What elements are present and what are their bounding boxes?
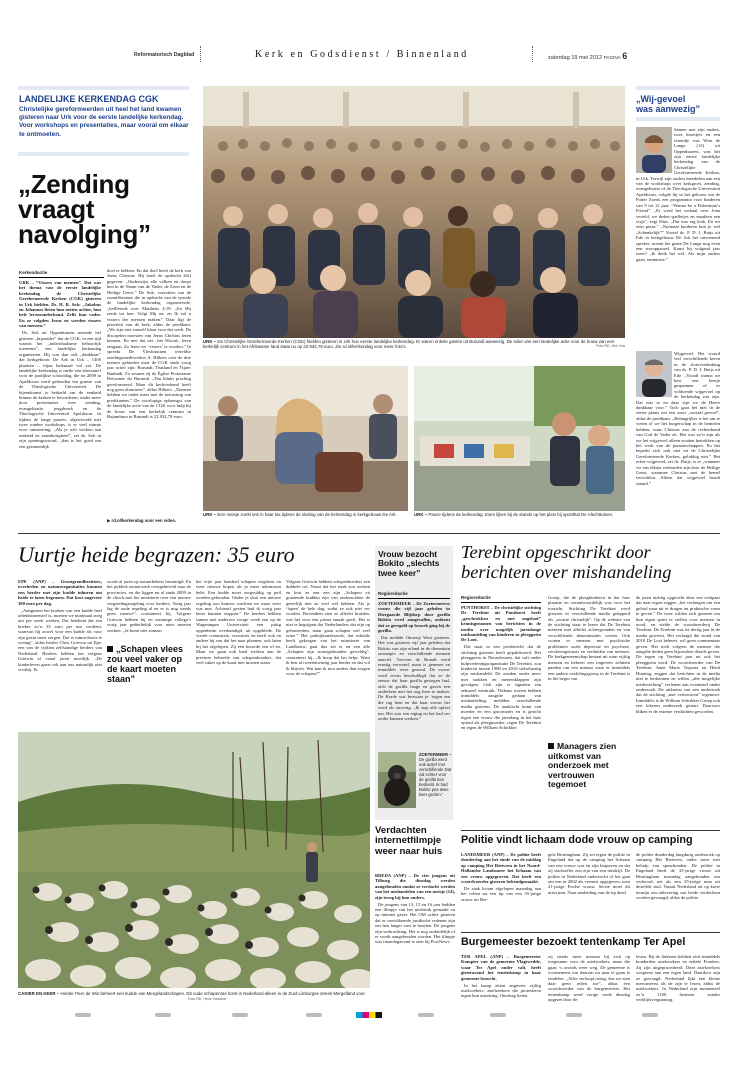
sheep-flock-photo — [18, 732, 370, 988]
terebint-pull-quote — [548, 742, 628, 790]
sidebar-text-1-body: Samen met zijn ouders, twee broertjes en een vriendje was Wim de Lange (12) uit Oppenhuizen, was het zijn eerste landelijke kerkendag van de Christelijke Gereformeerde Kerken, in Urk. Terwijl zijn ouders meededen aan een van de workshops over kerkgroei, zending, evangelisatie of de Theologische Universiteit Apeldoorn, volgde hij in het gebouw om de Potter Zoeds een programma voor kinderen van 9 tot 12 jaar: “Wanna be a Fisherman’s Friend”. „Er werd het verhaal over Jona verteld, we deden spelletjes en maakten een visje”, zegt Wim. „Dat was erg leuk. En we eten pizza.” „Normaal kinderen kun je wel „Schenkelijk”” Vooraf ds. P. D. J. Buijs uit Ede in kerkgebouw De Ark het uitvoerend spreker, noemt het gezin De Lange nog even een strooppauzel. Komt hij volgend jaar weer? „Ik denk het wel. Als mijn ouders gaan, tenminste.” — [636, 127, 720, 262]
gorilla-photo — [378, 752, 416, 808]
footer-mark-4 — [306, 1013, 322, 1017]
main-photo — [203, 86, 625, 338]
terebint-lead: PUNTHORST – De christelijke stichting De Terebint uit Punthorst heeft „geschrokken en met ongeloof” kennisgenomen van berichten in de media over mogelijk jarenlange mishandeling van kinderen in pleeggezin De Loot. — [461, 605, 541, 643]
video-link-text[interactable]: rd.nl/kerkendag voor een video. — [111, 518, 177, 523]
sheep-photo-caption-lead: CADIER EN KEER – — [18, 991, 60, 996]
terebint-body-2: Groep, die de pleegkinderen in het huis plaatste en verantwoordelijk was voor het toezicht. Stichting De Terebint werd gisteren in verschillende media getipperd als „zwarte christelijk”. Op de website van de stichting staat te lezen dat De Terebint mensen met allerlei achtergronden en van verschillende denominaties wenen. Ook wonen er mensen met psychische problemen zoals depressie en psychose, verslavingsfrusts en verduiden van mensen. De kerkgemeenschap bestaat nit ruim vijftig mensen en beheert een ongeveer achttien panden om een minuut waar er inmiddels een andere verdelingsgroep in de Terebint is in het begin van — [548, 595, 630, 682]
lead-box-title: LANDELIJKE KERKENDAG CGK — [19, 94, 159, 104]
gorilla-body-text: Dat meldde Omroep West gisteren. Het was gisteren vijf jaar geleden dat Bokito van zijn eiland in de dierentuin ontsnapte en verschillende mensen aanviel. Toevoer de Brandt werd ernstig verwond, maar is genezen en inmiddels weer gezond. De vrouw werd ervan beschuldigd dat ze de zeeuw dat haar gorilla gestegen had, zich de gorilla lange en gaven een onderkent met het oog hem te maken. De Korde wat bezwaar je ‘tegen om die rug hem en dat haar vrouw het werd als onwerig. „Ik stap alle opfzet ten. Het was een eiging en het had ver onder kunnen werken.” — [378, 634, 450, 722]
sidebar-text-1 — [636, 127, 720, 347]
footer-mark-5 — [418, 1013, 434, 1017]
section-divider — [18, 533, 720, 534]
small-photo-2-caption — [414, 512, 625, 517]
sheep-photo-caption-text: Herder Peer de Win beheert een kudde van Mergelandschapen. Dit oude schapenras komt in Nederland alleen in de Zuid-Limburgse streek Mergelland voor. — [60, 991, 366, 996]
main-headline-line-1: „Zending — [18, 169, 130, 199]
footer-mark-7 — [566, 1013, 582, 1017]
footer-marks — [0, 1010, 738, 1022]
gorilla-photo-caption-text: De gorilla werd ook actief met verschillende Dat zal echter voor de gorilla kan bedoeld. Ik had Bokito pas twee keer gezien.” — [419, 757, 452, 797]
terebint-pull-quote-square-icon — [548, 743, 554, 749]
terebint-column-2 — [548, 595, 630, 737]
main-story-lead: URK – “Vissers van mensen”. Dat was het thema van de eerste landelijke kerkendag de Christelijke Gereformeerde Kerken (CGK) gisteren in Urk hielden. Ds. H. R. Sok: „Jakobus en Johannes lieten hun netten achter, hun hele levensonderhoud. Zelfs hun vader. En ze volgden Jezus en werden vissers van mensen.” — [19, 280, 101, 329]
page-number: 6 — [622, 51, 628, 61]
girl-photo — [203, 366, 408, 511]
internet-body — [375, 873, 455, 997]
main-headline-line-2: vraagt — [18, 194, 95, 224]
main-story-column-2 — [107, 268, 191, 518]
internet-headline: Verdachten internetfilmpje weer naar huis — [375, 825, 443, 857]
lead-box-intro: Christelijke gereformeerden uit heel het land kwamen gisteren naar Urk voor de eerste landelijke kerkendag. Voor workshops en presentaties, maar vooral om elkaar te ontmoeten. — [19, 106, 189, 138]
sheep-photo-caption — [18, 991, 370, 1003]
burgemeester-column-2 — [548, 954, 630, 1002]
police-column-2 — [548, 852, 630, 930]
sidebar-title-band — [636, 117, 720, 121]
sidebar-portrait-1-float — [636, 127, 674, 174]
burgemeester-lead: TER APEL (ANP) – Burgemeester Kompier van de gemeente Vlagtwedde, waar Ter Apel onder valt, heeft gisteravond het tentenkamp in haar gemeente bezocht. — [461, 954, 541, 981]
congregation-photo — [203, 86, 625, 338]
sidebar-top-band — [636, 86, 720, 90]
small-photo-2 — [414, 366, 625, 511]
police-lead: LANDSMEER (ANP) – De politie heeft donderdag aan het einde van de middag op camping Het Rietveen in het Noord-Hollandse Landsmeer het lichaam van een vrouw opgegraven. Dat heeft een woordvoerder gisteren bekendgemaakt. — [461, 852, 541, 885]
small-photo-1-caption-text: Een meisje zoekt iets in haar tas tijdens de sluiting van de kerkendag in kerkgebouw De Ark. — [217, 512, 397, 517]
police-body-3: de politie donderdag langdurig onderzoek op camping Het Rietveen, onder meer met behulp van speurhonden. De politie in Engeland heeft de 35-jarige vrouw uit Birmingham maandag aangehouden om verhoord, net als een 35-jarige man uit dezelfde stad. Vanuit Nederland uit op korte termijn om uitlevering van beide verdachten worden gevraagd, aldus de politie. — [636, 852, 720, 901]
main-story-body-2: doel te hebben. En dat doel heeft de kerk van Jezus Christus. Hij heeft de opdracht Zelf gegeven: „Onderwijst alle volken en doopt hen in de Naam van de Vader, de Zoon en de Heilige Geest.” De Sok, voorzitter van de comitébestuur die in opdracht van de synode de landelijke kerkendag organiseerde, „lieflleerde over Mattheüs 4:19: „En Hij zeide tot hen: Volgt Mij na, en Ik zal u vissers der mensen maken.” Daar ligt de prioriteit van de kerk, aldus de predikant. „We zijn niet vanzelf klaar voor dat werk. De discipelen moesten van Jezus Christus leren kennen. En met dat net –het Woord– leren omgaan. Zo leren we ‘vissers’ te worden.” In spreekt De Vlechttuinen wereldse zendingsmedewerker A. Hilbers over de drie nieuwe gebieden waar de CGK sinds vorig jaar actief zijn: Burundi, Thailand en Tsjaec Banbadi. Zo zeuuen zij de Église Protestante Reformée du Burundi. „Dat klinkt prachtig gereformeerd. Maar dit kerkverband heeft nog geen dominees”, aldus Hilbers. „Daarom hebben we onder meer met de toerusting van predikanten.” De voorlopige opbrengst van de landelijke actie van de CGK voor hulp bij de bouw van een kerkelijk centrum in Bujumbura in Burundi is 22.932,78 euro. — [107, 268, 191, 419]
sheep-photo-credit: Foto RD, Henk Visscher — [188, 997, 227, 1002]
gorilla-kicker: Regioredactie — [378, 591, 408, 596]
terebint-headline: Terebint opgeschrikt door berichten over mishandeling — [461, 542, 672, 582]
gorilla-lead: ZOETERMEER – De Zoetermeerse vrouw die vijf jaar geleden in Diergaarde Blijdorp door gorilla Bokito werd aangevallen, ontkent dat ze geregeld op bezoek ging bij de gorilla. — [378, 601, 450, 634]
police-headline: Politie vindt lichaam dode vrouw op camping — [461, 834, 693, 846]
sheep-column-1 — [18, 579, 102, 729]
main-story-kicker-rule — [19, 277, 104, 278]
internet-lead: BREDA (ANP) – De vier jongens uit Tilburg die dinsdag werden aangehouden omdat ze verdacht werden van het mishandelen van een meisje (14), zijn terug bij hun ouders. — [375, 873, 455, 900]
gorilla-photo-caption-lead: ZOETERMEER – — [419, 752, 452, 757]
main-story-column-1 — [19, 280, 101, 518]
gorilla-kicker-rule — [378, 598, 450, 599]
footer-mark-3 — [232, 1013, 248, 1017]
terebint-body-1: Dat staat in een persbericht dat de stichting gisteren heeft gepubliceerd. Het pleeggezin in Nieuwleusen, dat valt onder hulpverleningsorganisatie De Terebint, zou kinderen tussen 1980 en 2010 stelselmatig zijn mishandeld. De zonden onder meer met stokken en meteenklappen zijn gevolgen. Ook zijn er signalen van seksueel misbruik. Thibans wonen hebben inmiddels aangifte gedaan van mishandeling, meldden verschillende media gisteren. De aanklacht komt van moeder en een grootvader en is gericht tegen een vrouw die jarenlang in het huis optrad als pleegmoeder, tegen De Terebint en tegen de William Schrikker — [461, 644, 541, 731]
sheep-pull-quote — [107, 644, 193, 684]
small-photo-1-caption — [203, 512, 408, 517]
police-body-2: gele Birmingham. Zij zei tegen de politie in Engeland dat op de camping het lichaam van een vrouw was en zijn begraven en dat zij slachtoffer zou zijn van een misdrijf. De politie in Nederland onderzocht of het gaat om een in 2002 als vermist opgegeven, toen 21-jarige Poolse vrouw. Sectie moet dit uitwijzen. Naar aanleiding van de tip deed — [548, 852, 630, 895]
main-headline — [18, 169, 193, 249]
video-arrow-icon: ▶ — [107, 518, 111, 523]
terebint-kicker-rule — [461, 602, 541, 603]
burgemeester-column-3 — [636, 954, 720, 1002]
main-headline-line-3: navolging” — [18, 219, 151, 249]
small-photo-2-caption-lead: URK – — [414, 512, 428, 517]
sidebar-text-2-body: Wijgevoel. Het woord viel verschillende keren in de slotoverdenking van ds. P. D. J. Buijs uit Ede. „Voorál wanna we best een beetje gespannen of er voldoende wijgevoel op de kerkendag zou zijn. Dat was er en daar zijn we de Heere dankbaar voor.” Toch gaat het niet in de eerste plaats om een soort „sociaal gevoel”, aldus de predikant. „Belangrijker is het om te weten of we het burgerschap in de hemelen hebben, waar Christus aan de rechterhand van God de Vader zit. Het was zo’n zijn als we het wijgevoel alleen zouden betrokken op het werk van de putaartschappen. En het beperkt zich ook niet tot de Christelijke Gereformeerde Kerken, gelukkig niet.” Het echte wijgevoel, zei ds. Buijs, is er „wanneer we ons elkaar verbonden zijn door de Heilige Geest, waarmee Christus met de hemel verschilen. Alleen dat wijgevoel houdt staand.” — [636, 351, 720, 486]
terebint-body-3: de jaren tachtig opgericht door een echtpaar dat naar eigen zeggen „het verlangen om een geloof naar uit te dragen en praktische vorm te geven.” De twee wilden zich gemeen om hun eigen spirit te stellen voor mensen in nood, en stelde de woonboerderij De Terebint. De Terebint was tot dertig jaar in de media geweest. Het verlaagd die stond van 2010 De Loot beheert, wil geen commentaar geven. Het toelt volgens de mensen die aangifte deden geen bijzondere details geven. De tegen op Terebint jaar nu ook het pleeggezin werd. De woordvoerder van De Terebint, Anne Marie Terpstra en Heidi Hunting, zeggen dat berichten in de media niet te herkennen en willen „alle mogelijke medewerking” verlenen aan eventueel onder onderzoek. De uitkomst van een onderzoek dat de stichting „met vertrouwen” tegemoet. Inmiddels is de William Schrikker Groep ook een lokeren onderzoek gestart. Daarvoor bliken er de externe verdachten geworden. — [636, 595, 720, 714]
main-photo-caption — [203, 339, 625, 350]
burgemeester-body-1: In het kamp zitten ongeveer vijftig asielzoekers: asielzoekers die protesteren tegen hun uitzetting. Onrokag lieten — [461, 982, 541, 999]
sidebar-title — [636, 94, 724, 114]
police-column-1 — [461, 852, 541, 930]
sheep-column-4 — [286, 579, 370, 729]
pull-quote-square-icon — [107, 646, 113, 652]
sheep-photo — [18, 732, 370, 988]
burgemeester-column-1 — [461, 954, 541, 1002]
lead-box-bottom-band — [18, 152, 189, 156]
masthead-date — [548, 51, 627, 61]
footer-mark-2 — [155, 1013, 171, 1017]
sheep-body-4: Volgens Griewin hebben schapenhoeders een dubbele rol. Naast dat het sterk zou zoeken en kuri ze een een zijn „Schapen zit graziende kudden zijn van onderzoeken de geeerlijk niet zo veel wel hebben. Als je ‘lopen’ de hele dag, zodat ze ook niet ver worden. Bovendien zien ze allerlei kruiden, wat het voor een prima smaak geeft. Het is niet te begrijpen dat Nederlanders dat zijn op gebaseerden, maar gaan schapen wel veel ertoe.” Het praktijkonderzoek, dat eshulde heeft gekregen van het ministerie van Landbouw, gaat dus zet er en een alle „Schapen zijn strategiekunden geweldig”, constateert hij. „Ik hoop dat het helpt. Want ik ben al tweeëntwintig jaar herder en dat wil ik blijven. Wat kan ik nou anders dan zorgen voor de schapen?” — [286, 579, 370, 676]
main-photo-credit: Foto RD, Dirk Vos — [596, 344, 625, 349]
page-label: PAGINA — [603, 55, 621, 60]
sidebar-text-2 — [636, 351, 720, 527]
small-photo-1 — [203, 366, 408, 511]
stands-photo — [414, 366, 625, 511]
sheep-pull-quote-text: „Schapen vlees zou veel vaker op de kaart moeten staan” — [107, 644, 184, 684]
sheep-body-1: „Aangezien het boeken van een kudde heel arbeidsintensief is, moeten we minimaal zoeg uur per week werken. Dat betekent dat een boeker zo’n 35 euro per uur verdient, waarvan hij zowel voor een kudde als voor zijn gezin moet zorgen. Dat is ruimschoots te weinig”, aldus herder Chris Griewin uit Epe, een van de vijftien zelfstandige herders van Nederland. Herders hebben het volgens Griewin al vanaf jaren moeilijk. „De kinderleven gaan ook aan ons natuurlijk niet voorbij. Er — [18, 607, 102, 672]
main-story-kicker: Kerkendactie — [19, 270, 48, 275]
police-column-3 — [636, 852, 720, 930]
terebint-kicker: Regioredactie — [461, 595, 491, 600]
sidebar-title-line-1: „Wij-gevoel — [636, 94, 686, 104]
sheep-body-2: wordt al jaren op natuurbeheer bezuinigd. En het publiek natuurwerk overgeheveld naar de provincies, en die liggen nu al sinds 2009 in de clinch met het ministerie over een nieuwe vergoedingsregeling voor herders. Vorig jaar lag de oude regeling al en er is nog steeds geen nieuwe”, constateert hij. Volgens Griewin hebben hij en sommige collega’s vorig jaar gedeeltelijk voor niets moeten werken. „Je komt niet zomaar — [107, 579, 191, 633]
gorilla-icon — [378, 752, 416, 808]
burgemeester-body-3: leuen. Bij de linkeren hebben zich inmiddels honderden asielzoekers en enkele Franfers. Zij zijn uitgeprocedeerd. Deze asielzoekers weigeren aan een eigen land. Daardoor zijn ze gevraagd. Nederland lijkt een kleine mercaneerst als de zijn te lezen, aldus de asielzoekers. In Nederland zijn momenteel zo’n 1100 fasiezen zonder verblijfsvergunning. — [636, 954, 720, 1002]
sidebar-title-line-2: was aanwezig” — [636, 104, 701, 114]
sheep-lead: EPE (ANP) – Grootgrondbezitters, overheden en natuurorganisaties kunnen een herder met zijn kudde inhuren om heide te laten begrazen. Dat kost ongeveer 300 euro per dag. — [18, 579, 102, 606]
terebint-pull-quote-text: Managers zien uitkomst van onderzoek met vertrouwen tegemoet — [548, 741, 617, 790]
internet-body-text: De jongens van 13, 15 en 16 jaar hadden een filmpje van het misbruik gemaakt en op internet gezet. Het OM achtte gisteren dat er onvoldoende juridische redenen zijn om hen langer vast te houden. De jongens zijn verkrachting. Het is nog onduidelijk of er wordt aangehouden worden. Het filmpje was tinandagavond te zien bij PowNews. — [375, 901, 455, 945]
main-photo-caption-text: De Christelijke Gereformeerde Kerken (CGK) hielden gisteren in Urk hun eerste landelijke kerkendag. Er waren enkele gasten uit Burundi aanwezig. De toiler van een landelijke actie voor de bouw van een kerkelijk centrum in het Afrikaanse land staat nu op 22.932,78 euro. Zie rd.nl/kerkendag voor meer foto's. — [203, 339, 615, 350]
gorilla-body — [378, 601, 450, 749]
footer-color-bar — [356, 1012, 382, 1018]
burgemeester-headline: Burgemeester bezoekt tentenkamp Ter Apel — [461, 936, 686, 948]
sheep-body-3: het vrije jaar honderd schapen wegdoen en weer nieuwe kopen als je meer inkomsten hebt. Een kudde moet zorgvuldig op peil worden gehouden. Onder je sluit een nieuwe regeling zou komen, wachten we maar weer wat met. Achteraf gezien had ik vorig jaar beter kunnen stoppen.” De herders hebben samen met andersen vorige week een op de Wageningen Universiteit een pittig oppenheim overhandigd, uit opgeklede. De vierde commissie, voorzitter en heeft ook en andere bij van dat het naar plannen, ook laten bij het afgelopen. Zij een bouwde een of en. Maar we gaan ook hard werken aan de precieze behoefte van schapenhouders, dat veel vaker op de kaart met moeten staan. — [196, 579, 281, 666]
main-story-video-link[interactable] — [107, 518, 197, 524]
gorilla-photo-caption — [419, 752, 452, 797]
burgemeester-body-2: zij steeds meer mensen bij zich op toegestane voor de asielzoekers, maar die gaan ‘s avonds weer weg. De gemeente is voornemens om daarom nu naar te gaan te eindelen. „Alles verloopt rustig, dus we zien daar geen reden toe”, aldus een woordvoerder van de burgemeester. Het tentenkamp werd vorige week dinsdag opgezet door de — [548, 954, 630, 1002]
sheep-column-3 — [196, 579, 281, 729]
terebint-column-1 — [461, 605, 541, 827]
footer-mark-6 — [490, 1013, 506, 1017]
burgemeester-top-rule — [461, 932, 720, 933]
date-text: zaterdag 19 mei 2012 — [548, 55, 603, 61]
police-body-1: De zaak kwam afgelopen maandag aan het rollen nu een tip van een 35-jarige vrouw uit Ber- — [461, 885, 541, 902]
masthead-divider-right — [532, 46, 534, 62]
lead-box-top-band — [18, 86, 189, 90]
small-photo-2-caption-text: Pauze tijdens de kerkendag. Even lijken bij de stands op het plein bij sportthal De Vlechttuinen. — [428, 512, 614, 517]
small-photo-1-caption-lead: URK – — [203, 512, 217, 517]
footer-mark-1 — [75, 1013, 91, 1017]
main-story-body-1: Ds. Sok uit Oppenhuizen noemde het gisteren „bijzonder” dat de CGK, in een tijd waarin het „individualisme behoorlijk toeneemt”, een landelijke kerkendag organiseren. Hij was dan ook „dankbaar” dat kerkgebouw De Ark in Urk – 1400 plaatsen – bijna helemaal vol zat. De landelijke kerkendag is mede een alternatief voor de jaarlijkse schooldag, die tot 2009 in Apeldoorn werd gehouden ten gunste van de Theologische Universiteit. De bijeenkomst is bedoeld om de eenheid binnen de kerken te bevorderen, onder meer door presentaties over zending, evangelisatie, jeugdwerk en de Theologische Universiteit Apeldoorn. In tijdens de lange pauzes, afgewisseld met twee ronden workshops, is er veel ruimte voor ontmoeting. „Als je wilt werken aan eenheid en saamhorigheid”, zei ds. Sok in zijn openingswoord, „dan is het goed om een gezamenlijk — [19, 330, 101, 449]
terebint-column-3 — [636, 595, 720, 827]
gorilla-headline: Vrouw bezocht Bokito „slechts twee keer” — [378, 549, 440, 578]
sheep-headline: Uurtje heide begrazen: 35 euro — [18, 542, 295, 567]
police-top-rule — [461, 830, 720, 831]
masthead-paper: Reformatorisch Dagblad — [134, 52, 195, 58]
sidebar-portrait-2-float — [636, 351, 674, 398]
masthead-section: Kerk en Godsdienst / Binnenland — [255, 49, 469, 60]
sheep-column-2 — [107, 579, 191, 641]
main-photo-caption-lead: URK – — [203, 339, 217, 344]
masthead-divider-left — [200, 46, 202, 62]
footer-mark-8 — [642, 1013, 658, 1017]
